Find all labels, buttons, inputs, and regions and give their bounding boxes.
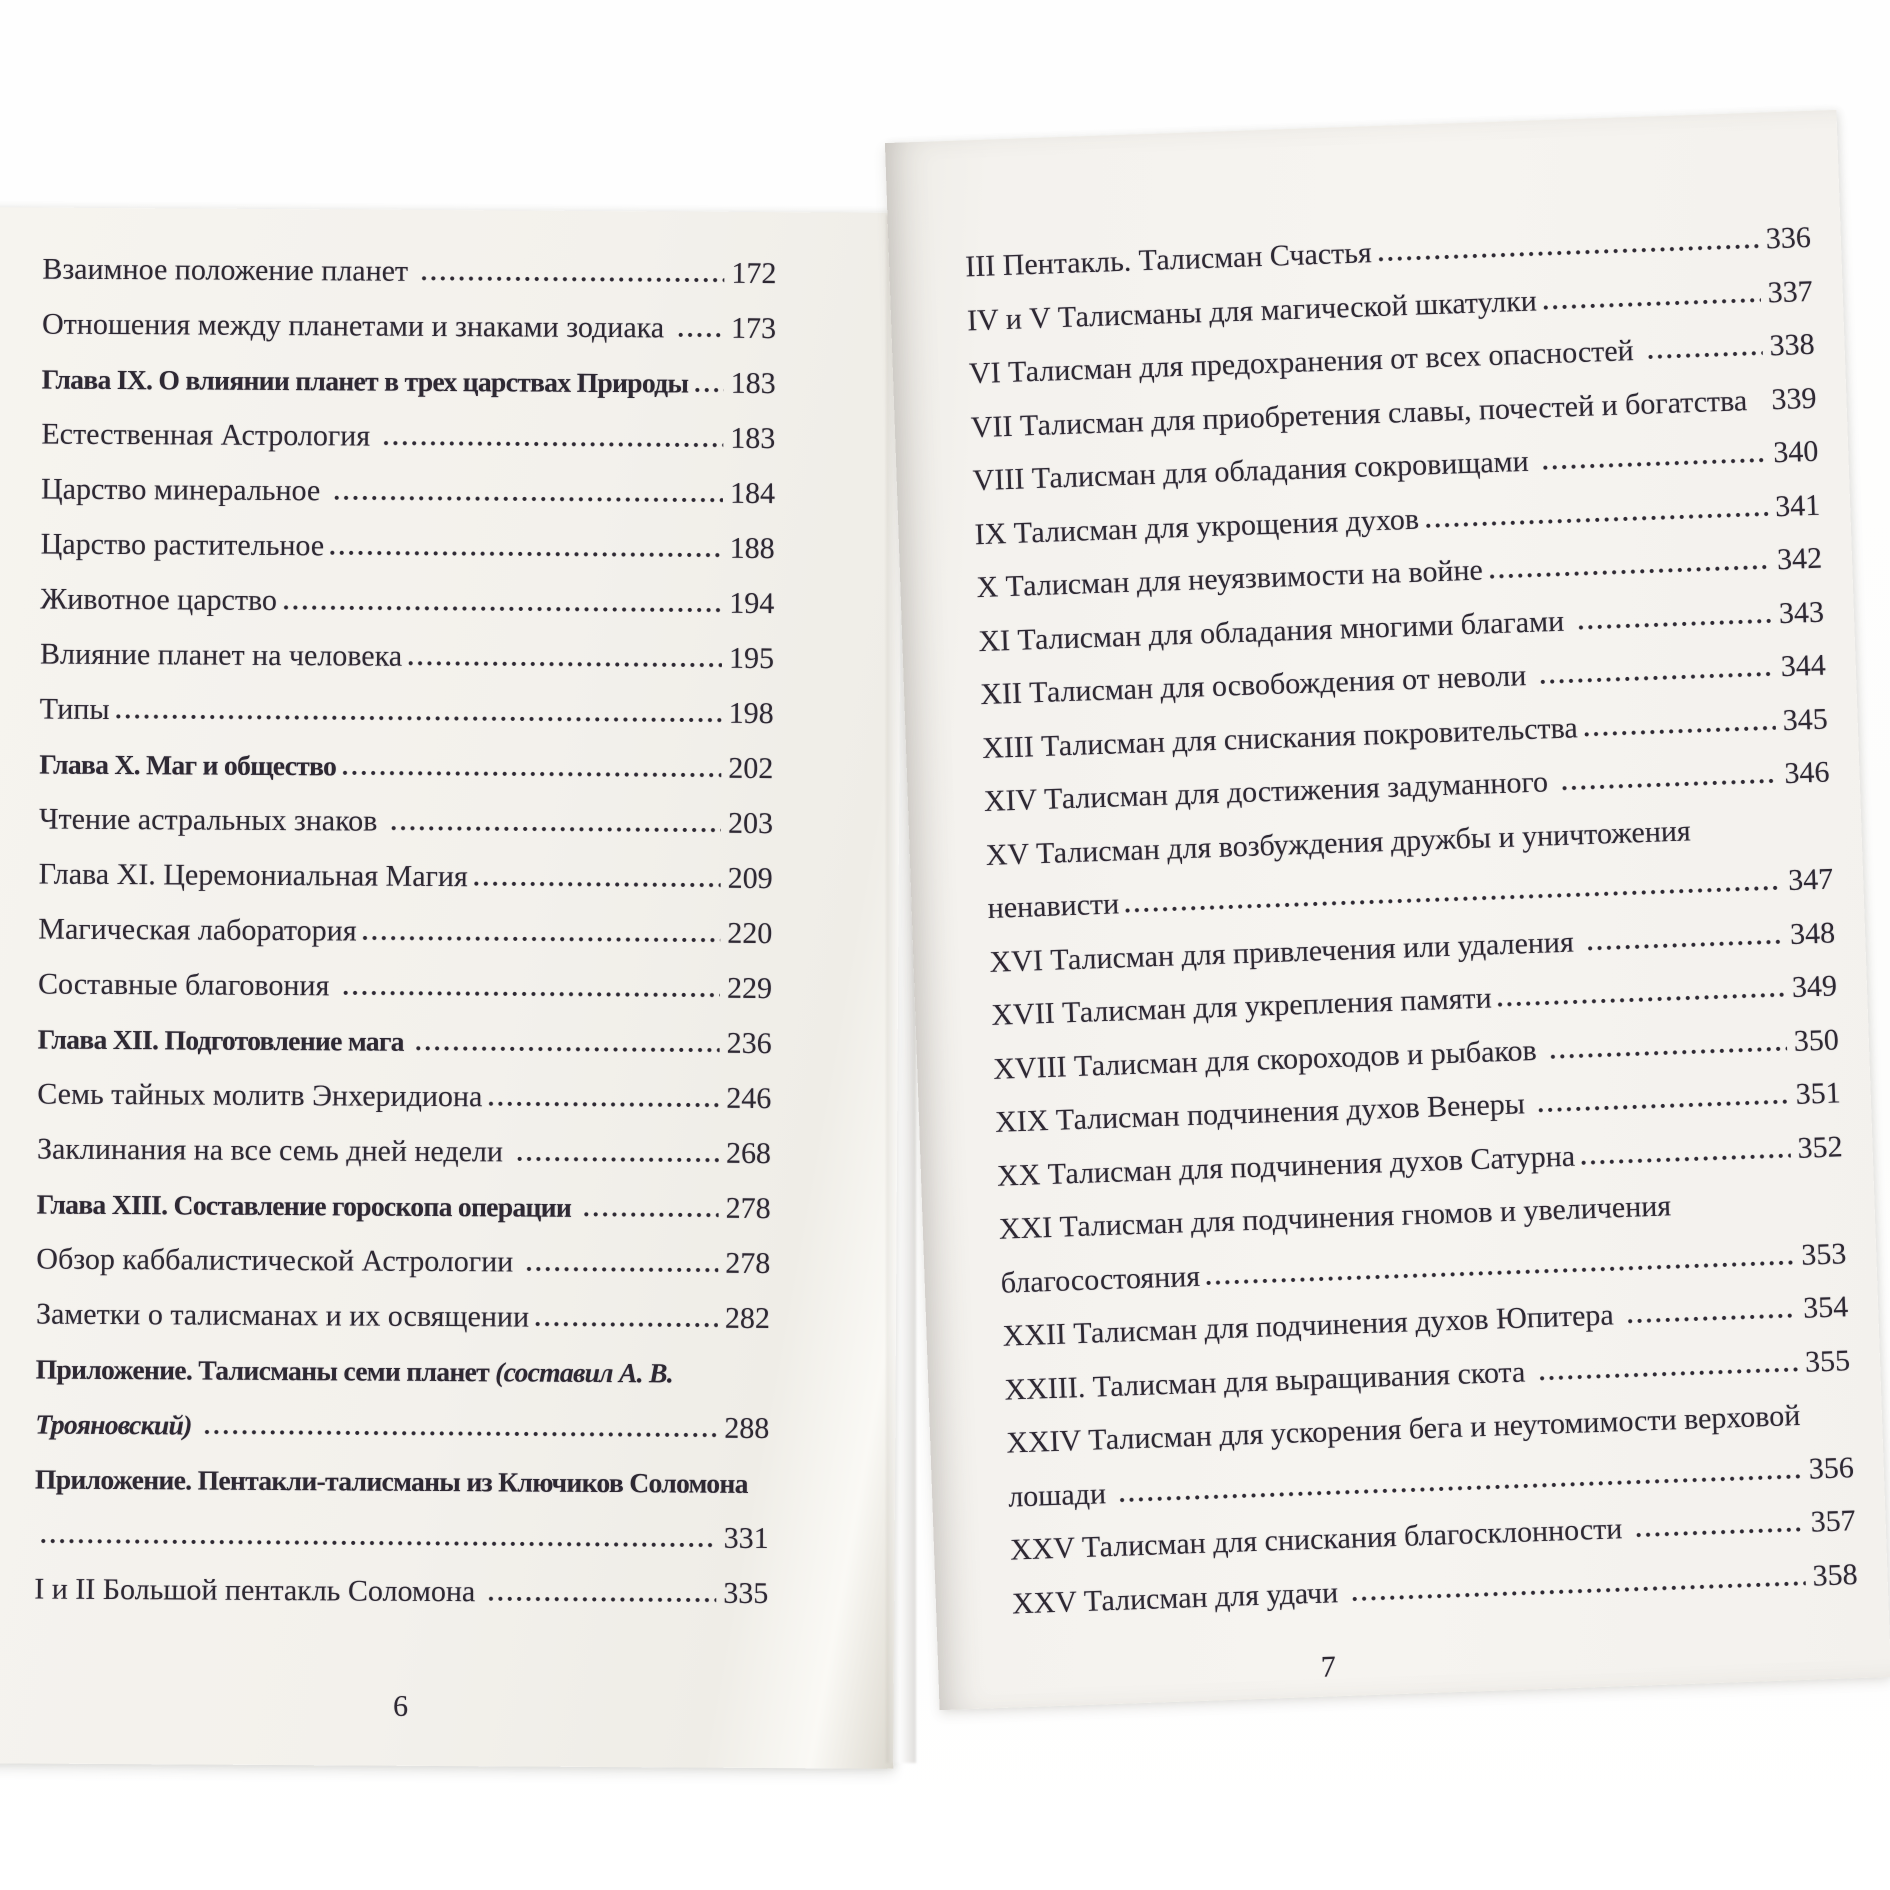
toc-page-number: 220 (727, 916, 773, 951)
toc-line (42, 242, 776, 301)
dot-leader (694, 387, 723, 394)
toc-entry (40, 627, 774, 686)
dot-leader (342, 769, 721, 778)
toc-entry (41, 517, 775, 576)
toc-entry (41, 407, 775, 466)
toc-line (40, 627, 774, 686)
toc-page-number: 236 (726, 1026, 772, 1061)
dot-leader (1125, 884, 1781, 914)
toc-line (38, 902, 772, 961)
toc-entry (40, 682, 774, 741)
dot-leader (1489, 563, 1771, 580)
toc-entry (35, 1342, 770, 1456)
toc-line (37, 1177, 771, 1236)
toc-page-number: 341 (1774, 488, 1821, 523)
toc-title: XXI Талисман для подчинения гномов и увеличения (998, 1189, 1672, 1246)
toc-line (39, 847, 773, 906)
toc-line (41, 462, 775, 521)
dot-leader (489, 1595, 717, 1603)
toc-entry (42, 352, 776, 411)
dot-leader (1206, 1259, 1795, 1287)
toc-line (40, 682, 774, 741)
toc-title: X Талисман для неуязвимости на войне (975, 553, 1484, 605)
toc-entry (42, 297, 776, 356)
dot-leader (204, 1429, 717, 1439)
toc-title: IX Талисман для укрощения духов (974, 502, 1420, 551)
toc-title: XVIII Талисман для скороходов и рыбаков (992, 1033, 1545, 1086)
toc-page-number: 288 (724, 1411, 770, 1446)
right-page (885, 110, 1890, 1710)
toc-line (35, 1342, 769, 1401)
dot-leader (527, 1266, 719, 1274)
toc-page-number: 278 (725, 1191, 771, 1226)
dot-leader (283, 604, 722, 614)
toc-line (42, 297, 776, 356)
dot-leader (115, 713, 721, 724)
toc-title: Глава X. Маг и общество (39, 748, 337, 782)
toc-line (36, 1232, 770, 1291)
toc-title: XIV Талисман для достижения задуманного (983, 765, 1557, 819)
toc-page-number: 340 (1772, 434, 1819, 470)
dot-leader (343, 989, 720, 998)
dot-leader (1627, 1312, 1796, 1325)
toc-entry (34, 1562, 768, 1621)
dot-leader (384, 440, 724, 449)
toc-page-number: 183 (730, 421, 776, 456)
toc-title: XXIV Талисман для ускорения бега и неутомимости верховой (1005, 1398, 1801, 1460)
dot-leader (1647, 350, 1763, 361)
toc-entry (42, 242, 776, 301)
toc-title: VI Талисман для предохранения от всех опасностей (968, 333, 1642, 391)
toc-page-number: 195 (728, 641, 775, 676)
toc-title: ненависти (987, 887, 1120, 925)
dot-leader (516, 1155, 719, 1163)
toc-page-number: 353 (1800, 1236, 1847, 1272)
toc-title: XXIII. Талисман для выращивания скота (1003, 1354, 1534, 1407)
toc-entry (41, 462, 775, 521)
toc-title: благосостояния (1000, 1259, 1201, 1300)
toc-title: Заклинания на все семь дней недели (36, 1132, 511, 1169)
toc-title: Глава IX. О влиянии планет в трех царствах Природы (41, 363, 689, 399)
toc-page-number: 352 (1796, 1129, 1844, 1165)
toc-title: Типы (39, 692, 110, 726)
toc-title: XXII Талисман для подчинения духов Юпитера (1002, 1298, 1622, 1353)
toc-page-number: 357 (1810, 1504, 1857, 1539)
toc-title: VII Талисман для приобретения славы, почестей и богатства (970, 383, 1748, 444)
toc-title: Естественная Астрология (41, 417, 378, 453)
dot-leader (363, 935, 721, 944)
toc-page-number: 229 (726, 971, 773, 1006)
toc-title: Чтение астральных знаков (38, 802, 385, 838)
toc-entry (39, 737, 773, 796)
toc-page-number: 194 (729, 586, 775, 621)
toc-entry (40, 572, 774, 631)
toc-title: Приложение. Талисманы семи планет (35, 1353, 496, 1388)
toc-page-number: 337 (1767, 274, 1814, 309)
toc-title: Царство растительное (40, 527, 325, 563)
toc-page-number: 358 (1811, 1557, 1859, 1593)
toc-line (35, 1452, 769, 1511)
toc-line (39, 792, 773, 851)
toc-page-number: 344 (1780, 648, 1827, 684)
toc-entry (38, 902, 772, 961)
toc-line (41, 517, 775, 576)
dot-leader (330, 549, 723, 558)
toc-entry (39, 847, 773, 906)
toc-page-number: 183 (730, 366, 776, 401)
toc-page-number: 349 (1791, 969, 1838, 1004)
toc-page-number: 331 (723, 1521, 769, 1556)
left-page (0, 207, 903, 1769)
toc-title: Царство минеральное (40, 472, 328, 508)
toc-title: XI Талисман для обладания многими благами (977, 603, 1573, 658)
dot-leader (1425, 510, 1769, 529)
dot-leader (41, 1538, 717, 1549)
toc-title: Глава XII. Подготовление мага (37, 1023, 411, 1057)
toc-title: Составные благовония (37, 967, 337, 1003)
dot-leader (1581, 1152, 1791, 1166)
left-page-toc (34, 242, 776, 1621)
toc-entry (34, 1452, 769, 1566)
toc-line (34, 1507, 768, 1566)
toc-page-number: 338 (1768, 327, 1816, 363)
toc-page-number: 198 (728, 696, 774, 731)
right-page-number: 7 (1320, 1650, 1337, 1684)
dot-leader (1562, 777, 1778, 792)
toc-page-number: 345 (1782, 702, 1829, 737)
toc-page-number: 343 (1778, 595, 1825, 630)
toc-line (38, 957, 772, 1016)
left-page-number: 6 (393, 1689, 409, 1723)
toc-entry (37, 1122, 771, 1181)
toc-title: Заметки о талисманах и их освящении (35, 1297, 530, 1334)
dot-leader (1587, 938, 1783, 952)
toc-title: IV и V Талисманы для магической шкатулки (966, 283, 1538, 337)
toc-entry (37, 1067, 771, 1126)
dot-leader (488, 1100, 719, 1108)
toc-title: XIII Талисман для снискания покровительства (981, 710, 1579, 765)
toc-title: Приложение. Пентакли-талисманы из Ключиков Соломона (34, 1463, 748, 1499)
toc-page-number: 173 (730, 311, 777, 346)
toc-page-number: 282 (724, 1301, 771, 1336)
toc-line (40, 572, 774, 631)
toc-page-number: 184 (729, 476, 776, 511)
toc-entry (39, 792, 773, 851)
toc-title: XXV Талисман для удачи (1011, 1575, 1347, 1621)
dot-leader (422, 275, 725, 284)
right-page-toc (964, 211, 1858, 1631)
toc-title: XX Талисман для подчинения духов Сатурна (996, 1139, 1576, 1193)
toc-page-number: 342 (1776, 541, 1823, 577)
dot-leader (1539, 1365, 1799, 1381)
toc-entry (36, 1287, 770, 1346)
toc-line (42, 352, 776, 411)
toc-title: Глава XIII. Составление гороскопа операции (36, 1188, 578, 1223)
toc-title: VIII Талисман для обладания сокровищами (972, 444, 1537, 498)
toc-line (41, 407, 775, 466)
dot-leader (391, 825, 721, 834)
dot-leader (474, 880, 721, 889)
dot-leader (1584, 724, 1776, 738)
toc-page-number: 348 (1789, 915, 1836, 951)
dot-leader (1543, 296, 1761, 311)
toc-title: Отношения между планетами и знаками зодиака (41, 307, 672, 345)
toc-line (36, 1287, 770, 1346)
toc-line (37, 1067, 771, 1126)
dot-leader (416, 1045, 720, 1054)
toc-page-number: 203 (727, 806, 774, 841)
toc-line (39, 737, 773, 796)
toc-page-number: 339 (1770, 381, 1817, 416)
toc-title: Обзор каббалистической Астрологии (36, 1242, 521, 1279)
toc-page-number: 336 (1765, 220, 1812, 256)
toc-page-number: 347 (1787, 862, 1834, 898)
toc-page-number: 356 (1808, 1450, 1855, 1486)
toc-entry (38, 1012, 772, 1071)
toc-title-italic: Трояновский) (35, 1408, 199, 1441)
dot-leader (1747, 403, 1772, 411)
toc-page-number: 202 (728, 751, 774, 786)
toc-line (35, 1397, 769, 1456)
toc-title: III Пентакль. Талисман Счастья (964, 236, 1373, 284)
dot-leader (583, 1211, 718, 1219)
toc-title: XV Талисман для возбуждения дружбы и уничтожения (985, 813, 1692, 872)
toc-entry (37, 1177, 771, 1236)
toc-title: Глава XI. Церемониальная Магия (38, 857, 468, 894)
dot-leader (1378, 243, 1759, 263)
toc-title: Влияние планет на человека (39, 637, 403, 673)
toc-title: I и II Большой пентакль Соломона (34, 1572, 483, 1609)
toc-line (37, 1122, 771, 1181)
toc-page-number: 350 (1793, 1022, 1840, 1058)
dot-leader (1550, 1045, 1787, 1060)
toc-page-number: 335 (723, 1576, 769, 1611)
toc-page-number: 351 (1795, 1076, 1842, 1111)
dot-leader (334, 494, 723, 503)
dot-leader (1542, 457, 1766, 472)
toc-title: XXV Талисман для снискания благосклонности (1009, 1511, 1631, 1567)
toc-title: XII Талисман для освобождения от неволи (979, 658, 1535, 712)
toc-page-number: 355 (1804, 1343, 1851, 1379)
dot-leader (1540, 670, 1774, 685)
toc-title: лошади (1007, 1476, 1114, 1514)
toc-page-number: 209 (727, 861, 773, 896)
toc-page-number: 246 (726, 1081, 772, 1116)
toc-page-number: 268 (725, 1136, 772, 1171)
toc-title: Магическая лаборатория (38, 912, 357, 948)
dot-leader (1352, 1579, 1806, 1602)
toc-entry (36, 1232, 770, 1291)
toc-page-number: 278 (725, 1246, 771, 1281)
toc-title: XIX Талисман подчинения духов Венеры (994, 1087, 1533, 1139)
dot-leader (1538, 1098, 1789, 1114)
dot-leader (678, 331, 724, 338)
toc-entry (38, 957, 772, 1016)
dot-leader (535, 1321, 718, 1329)
toc-line (38, 1012, 772, 1071)
toc-page-number: 346 (1783, 755, 1831, 791)
dot-leader (1636, 1526, 1804, 1539)
toc-title-italic: (составил А. В. (495, 1356, 674, 1389)
toc-title: Взаимное положение планет (42, 252, 416, 288)
toc-page-number: 188 (729, 531, 775, 566)
toc-title: Семь тайных молитв Энхеридиона (37, 1077, 483, 1114)
toc-title: XVI Талисман для привлечения или удаления (988, 924, 1582, 979)
dot-leader (1498, 991, 1786, 1008)
dot-leader (408, 660, 722, 669)
toc-page-number: 354 (1802, 1290, 1849, 1325)
toc-title: Животное царство (40, 582, 278, 618)
dot-leader (1578, 617, 1773, 631)
toc-page-number: 172 (731, 256, 777, 291)
toc-title: XVII Талисман для укрепления памяти (990, 981, 1493, 1032)
toc-line (34, 1562, 768, 1621)
